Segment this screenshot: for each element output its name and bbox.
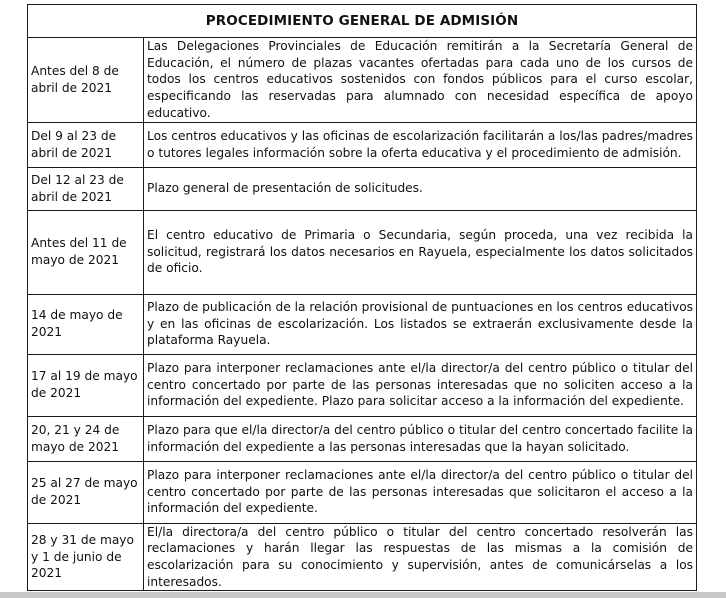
table-row (28, 523, 697, 591)
table-title-row (28, 5, 697, 38)
table-row (28, 294, 697, 354)
row-date: 14 de mayo de 2021 (28, 294, 144, 354)
row-description: Plazo para interponer reclamaciones ante el/la director/a del centro público o titular del centro concertado por parte de las personas interesadas que solicitaron el acceso a la información del expediente. (144, 461, 697, 523)
table-title: PROCEDIMIENTO GENERAL DE ADMISIÓN (28, 5, 697, 38)
table-row (28, 354, 697, 416)
table-row (28, 38, 697, 123)
row-description: Plazo para que el/la director/a del centro público o titular del centro concertado facilite la información del expediente a las personas interesadas que la hayan solicitado. (144, 416, 697, 461)
row-description: Plazo de publicación de la relación provisional de puntuaciones en los centros educativos y en las oficinas de escolarización. Los listados se extraerán exclusivamente desde la plataforma Rayuela. (144, 294, 697, 354)
row-description: Los centros educativos y las oficinas de escolarización facilitarán a los/las padres/madres o tutores legales información sobre la oferta educativa y el procedimiento de admisión. (144, 122, 697, 167)
row-date: 28 y 31 de mayo y 1 de junio de 2021 (28, 523, 144, 591)
row-description: Plazo general de presentación de solicitudes. (144, 167, 697, 210)
row-description: El/la directora/a del centro público o titular del centro concertado resolverán las reclamaciones y harán llegar las respuestas de las mismas a la comisión de escolarización para su conocimiento y supervisión, antes de comunicárselas a los interesados. (144, 523, 697, 591)
row-description: El centro educativo de Primaria o Secundaria, según proceda, una vez recibida la solicitud, registrará los datos necesarios en Rayuela, especialmente los datos solicitados de oficio. (144, 210, 697, 294)
table-row (28, 122, 697, 167)
row-date: Antes del 8 de abril de 2021 (28, 38, 144, 123)
row-description: Plazo para interponer reclamaciones ante el/la director/a del centro público o titular del centro concertado por parte de las personas interesadas que no soliciten acceso a la información del expediente. Plazo para solicitar acceso a la información del expediente. (144, 354, 697, 416)
admission-schedule-table (27, 4, 697, 591)
page-bottom-edge (0, 592, 726, 598)
row-date: Del 9 al 23 de abril de 2021 (28, 122, 144, 167)
row-date: Del 12 al 23 de abril de 2021 (28, 167, 144, 210)
row-date: 17 al 19 de mayo de 2021 (28, 354, 144, 416)
row-description: Las Delegaciones Provinciales de Educación remitirán a la Secretaría General de Educación, el número de plazas vacantes ofertadas para cada uno de los cursos de todos los centros educativos sostenidos con fondos públicos para el curso escolar, especificando las reservadas para alumnado con necesidad específica de apoyo educativo. (144, 38, 697, 123)
admission-document (27, 4, 696, 591)
row-date: Antes del 11 de mayo de 2021 (28, 210, 144, 294)
table-row (28, 416, 697, 461)
table-row (28, 210, 697, 294)
row-date: 20, 21 y 24 de mayo de 2021 (28, 416, 144, 461)
table-row (28, 461, 697, 523)
table-row (28, 167, 697, 210)
row-date: 25 al 27 de mayo de 2021 (28, 461, 144, 523)
